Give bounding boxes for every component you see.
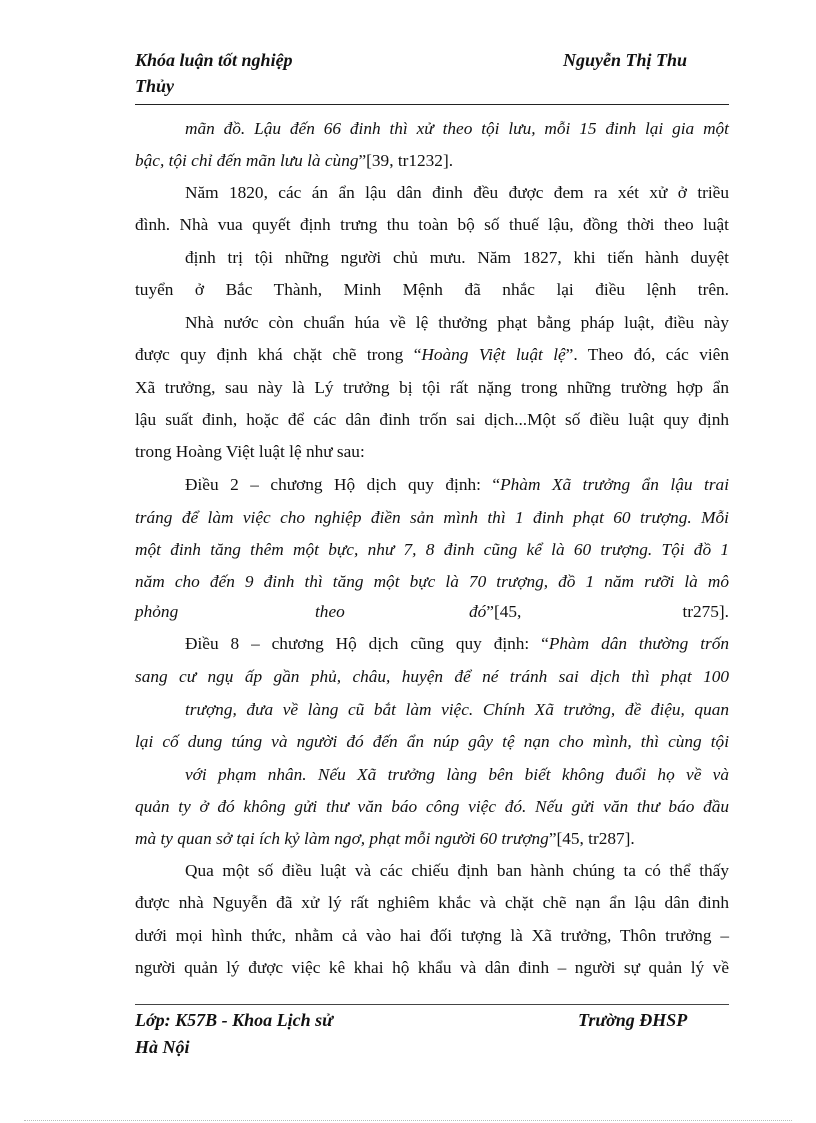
text-line: quản ty ở đó không gửi thư văn báo công việc đó. Nếu gửi văn thư báo đầu [135, 797, 729, 816]
text-line: với phạm nhân. Nếu Xã trưởng làng bên biết không đuổi họ về và [185, 765, 729, 784]
footer-class: Lớp: K57B - Khoa Lịch sử [135, 1010, 333, 1030]
page-edge-divider [24, 1120, 792, 1121]
text-line: bậc, tội chỉ đến mãn lưu là cùng”[39, tr1232]. [135, 151, 454, 170]
header-doc-title: Khóa luận tốt nghiệp [135, 50, 293, 70]
text-line: mà ty quan sở tại ích kỷ làm ngơ, phạt mỗi người 60 trượng”[45, tr287]. [135, 829, 635, 848]
text-line: năm cho đến 9 đinh thì tăng một bực là 70 trượng, đồ 1 năm rưỡi là mô [135, 572, 729, 591]
footer-school: Trường ĐHSP [578, 1010, 688, 1030]
header-divider [135, 104, 729, 105]
text-line: tráng để làm việc cho nghiệp điền sản mình thì 1 đinh phạt 60 trượng. Mỗi [135, 508, 729, 527]
text-line: sang cư ngụ ấp gần phủ, châu, huyện để né tránh sai dịch thì phạt 100 [135, 667, 729, 686]
text-line: Năm 1820, các án ẩn lậu dân đinh đều được đem ra xét xử ở triều [185, 183, 729, 202]
text-line: Điều 2 – chương Hộ dịch quy định: “Phàm Xã trưởng ẩn lậu trai [185, 475, 729, 494]
text-line: dưới mọi hình thức, nhằm cả vào hai đối tượng là Xã trưởng, Thôn trưởng – [135, 926, 729, 945]
text-line: trượng, đưa về làng cũ bắt làm việc. Chính Xã trưởng, đề điệu, quan [185, 700, 729, 719]
footer-school-continued: Hà Nội [135, 1037, 190, 1057]
footer-divider [135, 1004, 729, 1005]
text-line: lậu suất đinh, hoặc để các dân đinh trốn sai dịch...Một số điều luật quy định [135, 410, 729, 429]
text-line: mãn đồ. Lậu đến 66 đinh thì xử theo tội lưu, mỗi 15 đinh lại gia một [185, 119, 729, 138]
text-line: Qua một số điều luật và các chiếu định ban hành chúng ta có thể thấy [185, 861, 729, 880]
header-author-continued: Thủy [135, 76, 175, 96]
text-line: Điều 8 – chương Hộ dịch cũng quy định: “Phàm dân thường trốn [185, 634, 730, 653]
text-line: lại cố dung túng và người đó đến ẩn núp gây tệ nạn cho mình, thì cùng tội [135, 732, 729, 751]
text-line: một đinh tăng thêm một bực, như 7, 8 đinh cũng kể là 60 trượng. Tội đồ 1 [135, 540, 729, 559]
text-line: được quy định khá chặt chẽ trong “Hoàng Việt luật lệ”. Theo đó, các viên [135, 345, 729, 364]
text-line: Xã trưởng, sau này là Lý trưởng bị tội rất nặng trong những trường hợp ẩn [135, 378, 729, 397]
text-line: người quản lý được việc kê khai hộ khẩu và dân đinh – người sự quản lý về [135, 958, 729, 977]
text-line: Nhà nước còn chuẩn húa về lệ thưởng phạt bằng pháp luật, điều này [185, 313, 729, 332]
header-author: Nguyễn Thị Thu [563, 50, 688, 70]
text-line: định trị tội những người chủ mưu. Năm 1827, khi tiến hành duyệt [185, 248, 729, 267]
text-line: tuyển ở Bắc Thành, Minh Mệnh đã nhắc lại điều lệnh trên. [135, 280, 729, 299]
text-line: trong Hoàng Việt luật lệ như sau: [135, 442, 365, 461]
text-line: đình. Nhà vua quyết định trưng thu toàn bộ số thuế lậu, đồng thời theo luật [135, 215, 729, 234]
text-line: được nhà Nguyễn đã xử lý rất nghiêm khắc và chặt chẽ nạn ẩn lậu dân đinh [135, 893, 729, 912]
